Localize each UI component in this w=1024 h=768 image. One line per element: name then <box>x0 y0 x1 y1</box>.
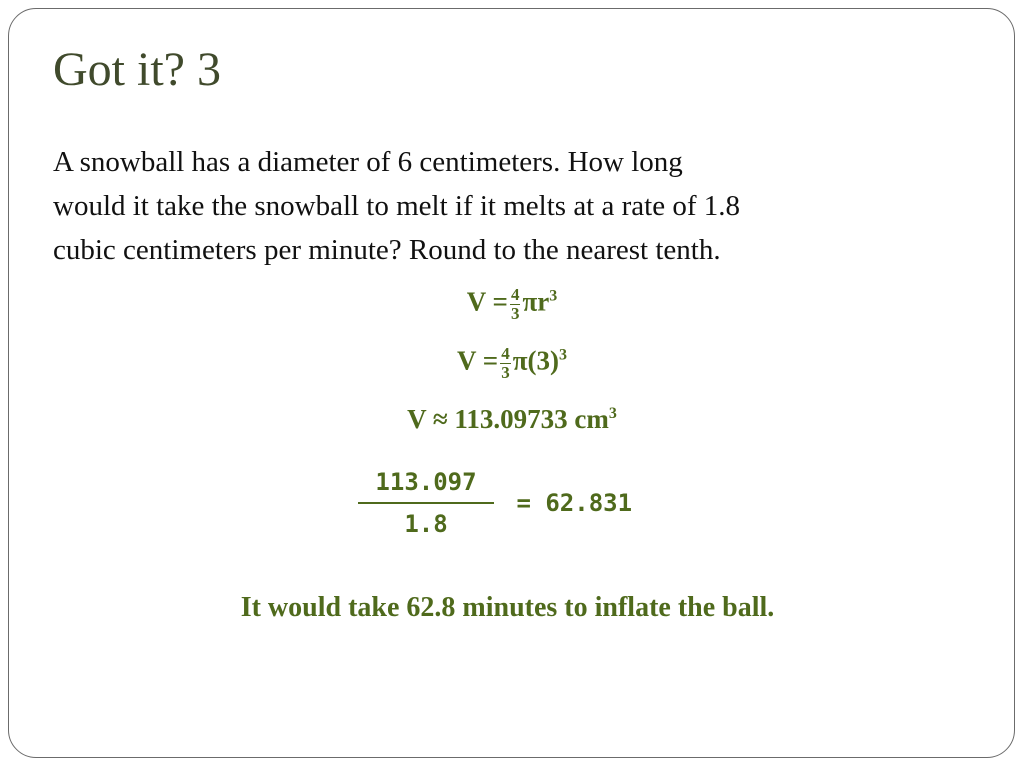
slide-title: Got it? 3 <box>53 43 221 96</box>
problem-text <box>53 140 953 272</box>
division-fraction <box>358 468 494 538</box>
formula-rhs: πr <box>522 286 550 317</box>
slide-frame <box>8 8 1015 758</box>
problem-line-3: cubic centimeters per minute? Round to the nearest tenth. <box>53 234 721 266</box>
division-result: = 62.831 <box>516 489 633 517</box>
substitution-lhs: V = <box>457 345 499 376</box>
volume-formula <box>0 286 1024 323</box>
formula-lhs: V = <box>466 286 508 317</box>
substitution-rhs: π(3) <box>512 345 559 376</box>
substitution-exponent: 3 <box>558 346 567 364</box>
fraction-four-thirds: $\frac{4}{3}$ <box>501 344 510 382</box>
formula-exponent: 3 <box>549 287 558 305</box>
conclusion-text: It would take 62.8 minutes to inflate the ball. <box>240 592 775 623</box>
division-equation <box>358 468 632 538</box>
fraction-four-thirds: $\frac{4}{3}$ <box>510 285 520 323</box>
volume-result-text: V ≈ 113.09733 cm <box>407 404 609 434</box>
problem-line-1: A snowball has a diameter of 6 centimeters. How long <box>53 146 683 178</box>
volume-result-exponent: 3 <box>608 405 617 422</box>
problem-line-2: would it take the snowball to melt if it melts at a rate of 1.8 <box>53 190 740 222</box>
volume-substitution <box>0 345 1024 382</box>
division-denominator: 1.8 <box>404 510 448 538</box>
division-numerator: 113.097 <box>358 468 494 504</box>
volume-result <box>0 404 1024 435</box>
